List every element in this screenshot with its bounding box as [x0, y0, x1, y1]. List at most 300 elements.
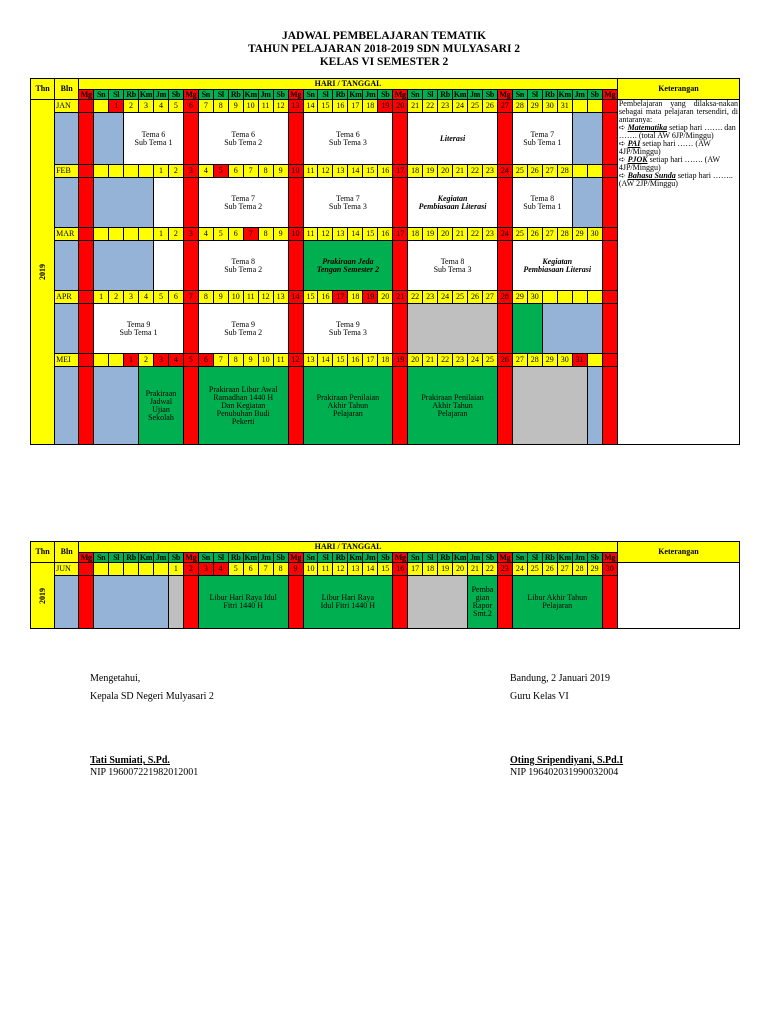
- date-cell: 14: [348, 165, 363, 178]
- day-header: Km: [453, 552, 467, 562]
- date-cell: 29: [572, 228, 587, 241]
- keterangan-item: [619, 140, 738, 156]
- day-header: Mg: [602, 553, 617, 563]
- date-cell: 21: [393, 291, 408, 304]
- date-cell: 3: [139, 100, 154, 113]
- keterangan-intro: Pembelajaran yang dilaksa-nakan sebagai mata pelajaran tersendiri, di antaranya:: [618, 99, 738, 124]
- day-header: Sb: [587, 553, 602, 563]
- date-cell: 21: [408, 100, 423, 113]
- date-cell: [153, 563, 168, 576]
- date-cell: 9: [273, 165, 288, 178]
- day-header: Sb: [168, 90, 183, 100]
- month-spacer: [55, 367, 79, 445]
- date-cell: 15: [318, 100, 333, 113]
- day-header: Rb: [542, 553, 557, 563]
- activity-cell: Literasi: [408, 113, 498, 165]
- date-cell: [94, 563, 109, 576]
- schedule-table-2: [30, 541, 740, 629]
- date-cell: [587, 100, 602, 113]
- activity-cell: Tema 6 Sub Tema 1: [124, 113, 184, 165]
- empty-cell: [602, 367, 617, 445]
- day-header: Sl: [109, 90, 124, 100]
- day-header: Mg: [394, 89, 406, 99]
- empty-cell: [288, 241, 303, 291]
- day-header: Jm: [468, 553, 483, 563]
- date-cell: 10: [303, 563, 318, 576]
- empty-cell: [288, 367, 303, 445]
- empty-cell: [393, 304, 408, 354]
- date-cell: 10: [243, 100, 258, 113]
- activity-cell: Prakiraan Jeda Tengan Semester 2: [303, 241, 393, 291]
- date-cell: 11: [303, 228, 318, 241]
- date-cell: 24: [497, 165, 512, 178]
- empty-cell: [542, 304, 602, 354]
- date-cell: 11: [243, 291, 258, 304]
- date-cell: 1: [168, 563, 183, 576]
- activity-cell: Prakiraan Penilaian Akhir Tahun Pelajaran: [303, 367, 393, 445]
- date-cell: [109, 228, 124, 241]
- date-cell: 23: [423, 291, 438, 304]
- hari-tanggal-header: HARI / TANGGAL: [79, 79, 618, 90]
- day-header: Sn: [303, 90, 318, 100]
- day-header: Jm: [363, 553, 378, 563]
- activity-cell: Prakiraan Penilaian Akhir Tahun Pelajaran: [408, 367, 498, 445]
- empty-cell: [153, 178, 183, 228]
- date-cell: 16: [318, 291, 333, 304]
- date-cell: [79, 291, 94, 304]
- date-cell: 5: [228, 563, 243, 576]
- date-cell: 29: [527, 100, 542, 113]
- date-cell: 18: [423, 563, 438, 576]
- date-cell: [139, 165, 154, 178]
- subject-text: setiap hari ……. dan ……. (total AW 6JP/Minggu): [618, 123, 736, 140]
- day-header: Mg: [290, 89, 302, 99]
- keterangan-header: Keterangan: [617, 542, 739, 563]
- date-cell: 16: [378, 228, 393, 241]
- day-header: Sb: [482, 553, 497, 563]
- day-header: Sn: [408, 90, 423, 100]
- subject-name: PAI: [627, 139, 641, 148]
- date-cell: 4: [153, 100, 168, 113]
- sig-left-line1: Mengetahui,: [90, 673, 141, 684]
- activity-cell: Kegiatan Pembiasaan Literasi: [408, 178, 498, 228]
- day-header: Km: [244, 89, 257, 99]
- date-cell: 4: [139, 291, 154, 304]
- date-cell: 25: [512, 228, 527, 241]
- date-cell: 4: [198, 165, 213, 178]
- day-header: Sb: [482, 90, 497, 100]
- date-cell: 25: [512, 165, 527, 178]
- month-mei: MEI: [55, 354, 79, 367]
- date-cell: 22: [423, 100, 438, 113]
- bln-header: Bln: [55, 79, 79, 100]
- date-cell: 26: [542, 563, 557, 576]
- date-cell: 20: [438, 228, 453, 241]
- empty-cell: [168, 576, 183, 629]
- date-cell: [602, 291, 617, 304]
- date-cell: 22: [408, 291, 423, 304]
- date-cell: 16: [333, 100, 348, 113]
- activity-cell: Pemba gian Rapor Smt.2: [468, 576, 498, 629]
- date-cell: 2: [168, 165, 183, 178]
- day-header: Mg: [602, 90, 617, 100]
- month-mar: MAR: [55, 228, 79, 241]
- date-cell: 13: [333, 228, 348, 241]
- empty-cell: [497, 576, 512, 629]
- day-header: Jm: [153, 553, 168, 563]
- day-header: Mg: [185, 552, 197, 562]
- day-header: Rb: [124, 90, 139, 100]
- date-cell: 2: [124, 100, 139, 113]
- day-header: Sn: [303, 553, 318, 563]
- day-header: Km: [558, 552, 571, 562]
- date-cell: 26: [497, 354, 512, 367]
- date-cell: 26: [482, 100, 497, 113]
- day-header: Sl: [318, 553, 333, 563]
- date-cell: [572, 291, 587, 304]
- date-cell: [94, 354, 109, 367]
- date-cell: 16: [378, 165, 393, 178]
- date-cell: 1: [94, 291, 109, 304]
- sig-left-name: Tati Sumiati, S.Pd.: [90, 755, 170, 766]
- date-cell: [109, 563, 124, 576]
- day-header: Mg: [185, 89, 197, 99]
- date-cell: 27: [557, 563, 572, 576]
- date-cell: 17: [393, 228, 408, 241]
- day-header: Km: [139, 552, 153, 562]
- date-cell: 14: [348, 228, 363, 241]
- day-header: Sl: [213, 553, 228, 563]
- bullet-icon: ➪: [618, 123, 626, 132]
- date-cell: 17: [348, 100, 363, 113]
- empty-cell: [393, 367, 408, 445]
- empty-cell: [572, 113, 602, 165]
- date-cell: [94, 100, 109, 113]
- date-cell: 18: [363, 100, 378, 113]
- month-jun: JUN: [55, 563, 79, 576]
- day-header: Rb: [333, 553, 348, 563]
- date-cell: 8: [228, 354, 243, 367]
- day-header: Rb: [438, 553, 453, 563]
- date-cell: 13: [288, 100, 303, 113]
- date-cell: 16: [393, 563, 408, 576]
- date-cell: 8: [213, 100, 228, 113]
- empty-cell: [497, 367, 512, 445]
- day-header: Km: [139, 89, 153, 99]
- date-cell: [79, 100, 94, 113]
- date-cell: 10: [258, 354, 273, 367]
- empty-cell: [79, 178, 94, 228]
- sig-left-line2: Kepala SD Negeri Mulyasari 2: [90, 691, 214, 702]
- empty-cell: [183, 178, 198, 228]
- empty-cell: [602, 241, 617, 291]
- empty-cell: [153, 241, 183, 291]
- date-cell: [587, 291, 602, 304]
- date-cell: 1: [109, 100, 124, 113]
- date-cell: 10: [228, 291, 243, 304]
- hari-tanggal-header: HARI / TANGGAL: [79, 542, 618, 553]
- date-cell: [542, 291, 557, 304]
- date-cell: [602, 100, 617, 113]
- sig-right-name: Oting Sripendiyani, S.Pd.I: [510, 755, 624, 766]
- date-cell: 24: [468, 354, 483, 367]
- year-label: 2019: [31, 100, 55, 445]
- date-cell: 8: [273, 563, 288, 576]
- date-cell: 19: [378, 100, 393, 113]
- date-cell: [602, 165, 617, 178]
- bullet-icon: ➪: [618, 139, 626, 148]
- empty-cell: [79, 304, 94, 354]
- date-cell: 7: [258, 563, 273, 576]
- date-cell: [602, 228, 617, 241]
- empty-cell: [79, 241, 94, 291]
- month-spacer: [55, 113, 79, 165]
- activity-cell: Tema 8 Sub Tema 1: [512, 178, 572, 228]
- date-cell: 31: [557, 100, 572, 113]
- date-cell: 16: [348, 354, 363, 367]
- date-cell: 4: [168, 354, 183, 367]
- date-cell: 6: [228, 165, 243, 178]
- date-cell: 18: [408, 228, 423, 241]
- date-cell: 3: [183, 165, 198, 178]
- title-line-2: TAHUN PELAJARAN 2018-2019 SDN MULYASARI 2: [247, 43, 521, 55]
- date-cell: [94, 228, 109, 241]
- empty-cell: [497, 178, 512, 228]
- empty-cell: [94, 241, 154, 291]
- day-header: Sl: [318, 90, 333, 100]
- empty-cell: [183, 304, 198, 354]
- date-cell: [139, 563, 154, 576]
- empty-cell: [288, 178, 303, 228]
- activity-cell: Prakiraan Jadwal Ujian Sekolah: [139, 367, 184, 445]
- date-cell: 2: [109, 291, 124, 304]
- date-cell: 28: [557, 165, 572, 178]
- activity-cell: Kegiatan Pembiasaan Literasi: [512, 241, 602, 291]
- date-cell: 26: [527, 228, 542, 241]
- subject-text: setiap hari …… (AW 4JP/Minggu): [618, 139, 711, 156]
- date-cell: 4: [213, 563, 228, 576]
- subject-text: setiap hari ……. (AW 4JP/Minggu): [618, 155, 720, 172]
- date-cell: 3: [183, 228, 198, 241]
- date-cell: 18: [378, 354, 393, 367]
- date-cell: 1: [124, 354, 139, 367]
- day-header: Km: [558, 89, 571, 99]
- empty-cell: [94, 178, 154, 228]
- date-cell: 23: [482, 165, 497, 178]
- day-header: Mg: [394, 552, 406, 562]
- date-cell: 23: [438, 100, 453, 113]
- empty-cell: [94, 113, 124, 165]
- day-header: Mg: [80, 552, 92, 562]
- date-cell: [79, 354, 94, 367]
- date-cell: 5: [153, 291, 168, 304]
- day-header: Rb: [228, 553, 243, 563]
- activity-cell: Tema 8 Sub Tema 3: [408, 241, 498, 291]
- date-cell: [124, 563, 139, 576]
- date-cell: 27: [482, 291, 497, 304]
- date-cell: 6: [243, 563, 258, 576]
- day-header: Rb: [542, 90, 557, 100]
- day-header: Sl: [423, 90, 438, 100]
- keterangan-cell: [617, 100, 739, 445]
- day-header: Km: [244, 552, 257, 562]
- date-cell: [587, 354, 602, 367]
- date-cell: 12: [273, 100, 288, 113]
- date-cell: [572, 165, 587, 178]
- date-cell: 14: [303, 100, 318, 113]
- date-cell: 27: [542, 165, 557, 178]
- date-cell: 3: [124, 291, 139, 304]
- day-header: Mg: [499, 89, 511, 99]
- date-cell: 12: [258, 291, 273, 304]
- date-cell: 19: [393, 354, 408, 367]
- date-cell: 2: [168, 228, 183, 241]
- date-cell: 19: [363, 291, 378, 304]
- empty-cell: [183, 367, 198, 445]
- date-cell: 9: [288, 563, 303, 576]
- date-cell: 31: [572, 354, 587, 367]
- date-cell: 8: [258, 228, 273, 241]
- empty-cell: [393, 113, 408, 165]
- keterangan-header: Keterangan: [617, 79, 739, 100]
- date-cell: 6: [183, 100, 198, 113]
- date-cell: 12: [318, 165, 333, 178]
- activity-cell: Prakiraan Libur Awal Ramadhan 1440 H Dan Kegiatan Penubuhan Budi Pekerti: [198, 367, 288, 445]
- date-cell: 8: [258, 165, 273, 178]
- activity-cell: Tema 7 Sub Tema 1: [512, 113, 572, 165]
- subject-name: Bahasa Sunda: [627, 171, 676, 180]
- empty-cell: [602, 113, 617, 165]
- day-header: Km: [349, 552, 362, 562]
- sig-right-line2: Guru Kelas VI: [510, 691, 569, 702]
- empty-cell: [572, 178, 602, 228]
- date-cell: 28: [497, 291, 512, 304]
- empty-cell: [94, 576, 169, 629]
- date-cell: [79, 165, 94, 178]
- activity-cell: Tema 9 Sub Tema 1: [94, 304, 184, 354]
- date-cell: 25: [453, 291, 468, 304]
- empty-cell: [408, 304, 498, 354]
- day-header: Sn: [512, 553, 527, 563]
- date-cell: [109, 354, 124, 367]
- date-cell: 12: [318, 228, 333, 241]
- empty-cell: [393, 576, 408, 629]
- date-cell: 25: [527, 563, 542, 576]
- empty-cell: [497, 113, 512, 165]
- empty-cell: [602, 576, 617, 629]
- day-header: Mg: [499, 552, 511, 562]
- date-cell: 22: [468, 165, 483, 178]
- date-cell: [109, 165, 124, 178]
- date-cell: 21: [468, 563, 483, 576]
- day-header: Sn: [198, 553, 213, 563]
- date-cell: 19: [423, 165, 438, 178]
- date-cell: 14: [363, 563, 378, 576]
- year-label-2: 2019: [31, 563, 55, 629]
- activity-cell: Libur Akhir Tahun Pelajaran: [512, 576, 602, 629]
- day-header: Rb: [333, 90, 348, 100]
- month-feb: FEB: [55, 165, 79, 178]
- date-cell: 3: [198, 563, 213, 576]
- empty-cell: [602, 304, 617, 354]
- date-cell: 13: [333, 165, 348, 178]
- date-cell: [124, 228, 139, 241]
- day-header: Rb: [124, 553, 139, 563]
- empty-cell: [408, 576, 468, 629]
- day-header: Jm: [468, 90, 483, 100]
- keterangan-item: [619, 156, 738, 172]
- date-cell: 19: [423, 228, 438, 241]
- day-header: Sb: [273, 553, 288, 563]
- date-cell: 21: [453, 165, 468, 178]
- date-cell: 18: [408, 165, 423, 178]
- activity-cell: Tema 8 Sub Tema 2: [198, 241, 288, 291]
- date-cell: 28: [527, 354, 542, 367]
- date-cell: 28: [572, 563, 587, 576]
- date-cell: [572, 100, 587, 113]
- date-cell: 30: [527, 291, 542, 304]
- date-cell: 10: [288, 165, 303, 178]
- day-header: Km: [349, 89, 362, 99]
- empty-cell: [512, 367, 587, 445]
- date-cell: 5: [213, 165, 228, 178]
- date-cell: 30: [542, 100, 557, 113]
- day-header: Sl: [213, 90, 228, 100]
- date-cell: 11: [258, 100, 273, 113]
- thn-header: Thn: [31, 79, 55, 100]
- activity-cell: Tema 9 Sub Tema 2: [198, 304, 288, 354]
- subject-name: Matematika: [627, 123, 668, 132]
- date-cell: 11: [303, 165, 318, 178]
- date-cell: 9: [243, 354, 258, 367]
- empty-cell: [183, 113, 198, 165]
- date-cell: 15: [303, 291, 318, 304]
- date-cell: 5: [168, 100, 183, 113]
- date-cell: 26: [468, 291, 483, 304]
- date-cell: 2: [183, 563, 198, 576]
- date-cell: 20: [438, 165, 453, 178]
- day-header: Jm: [572, 553, 587, 563]
- empty-cell: [587, 367, 602, 445]
- month-spacer: [55, 304, 79, 354]
- date-cell: 20: [408, 354, 423, 367]
- date-cell: [79, 228, 94, 241]
- date-cell: 27: [542, 228, 557, 241]
- sig-right-nip: NIP 196402031990032004: [510, 767, 619, 778]
- bullet-icon: ➪: [618, 155, 626, 164]
- day-header: Sn: [512, 90, 527, 100]
- day-header: Sn: [94, 90, 109, 100]
- date-cell: 3: [153, 354, 168, 367]
- date-cell: 13: [273, 291, 288, 304]
- day-header: Sn: [198, 90, 213, 100]
- empty-cell: [79, 113, 94, 165]
- day-header: Mg: [290, 552, 302, 562]
- activity-cell: Tema 7 Sub Tema 3: [303, 178, 393, 228]
- empty-cell: [79, 367, 94, 445]
- date-cell: 30: [557, 354, 572, 367]
- date-cell: 15: [363, 165, 378, 178]
- title-line-1: JADWAL PEMBELAJARAN TEMATIK: [281, 30, 487, 42]
- day-header: Sn: [408, 553, 423, 563]
- date-cell: 29: [587, 563, 602, 576]
- date-cell: [139, 228, 154, 241]
- date-cell: 23: [497, 563, 512, 576]
- date-cell: [587, 165, 602, 178]
- keterangan-item: [619, 124, 738, 140]
- date-cell: 18: [348, 291, 363, 304]
- empty-cell: [393, 241, 408, 291]
